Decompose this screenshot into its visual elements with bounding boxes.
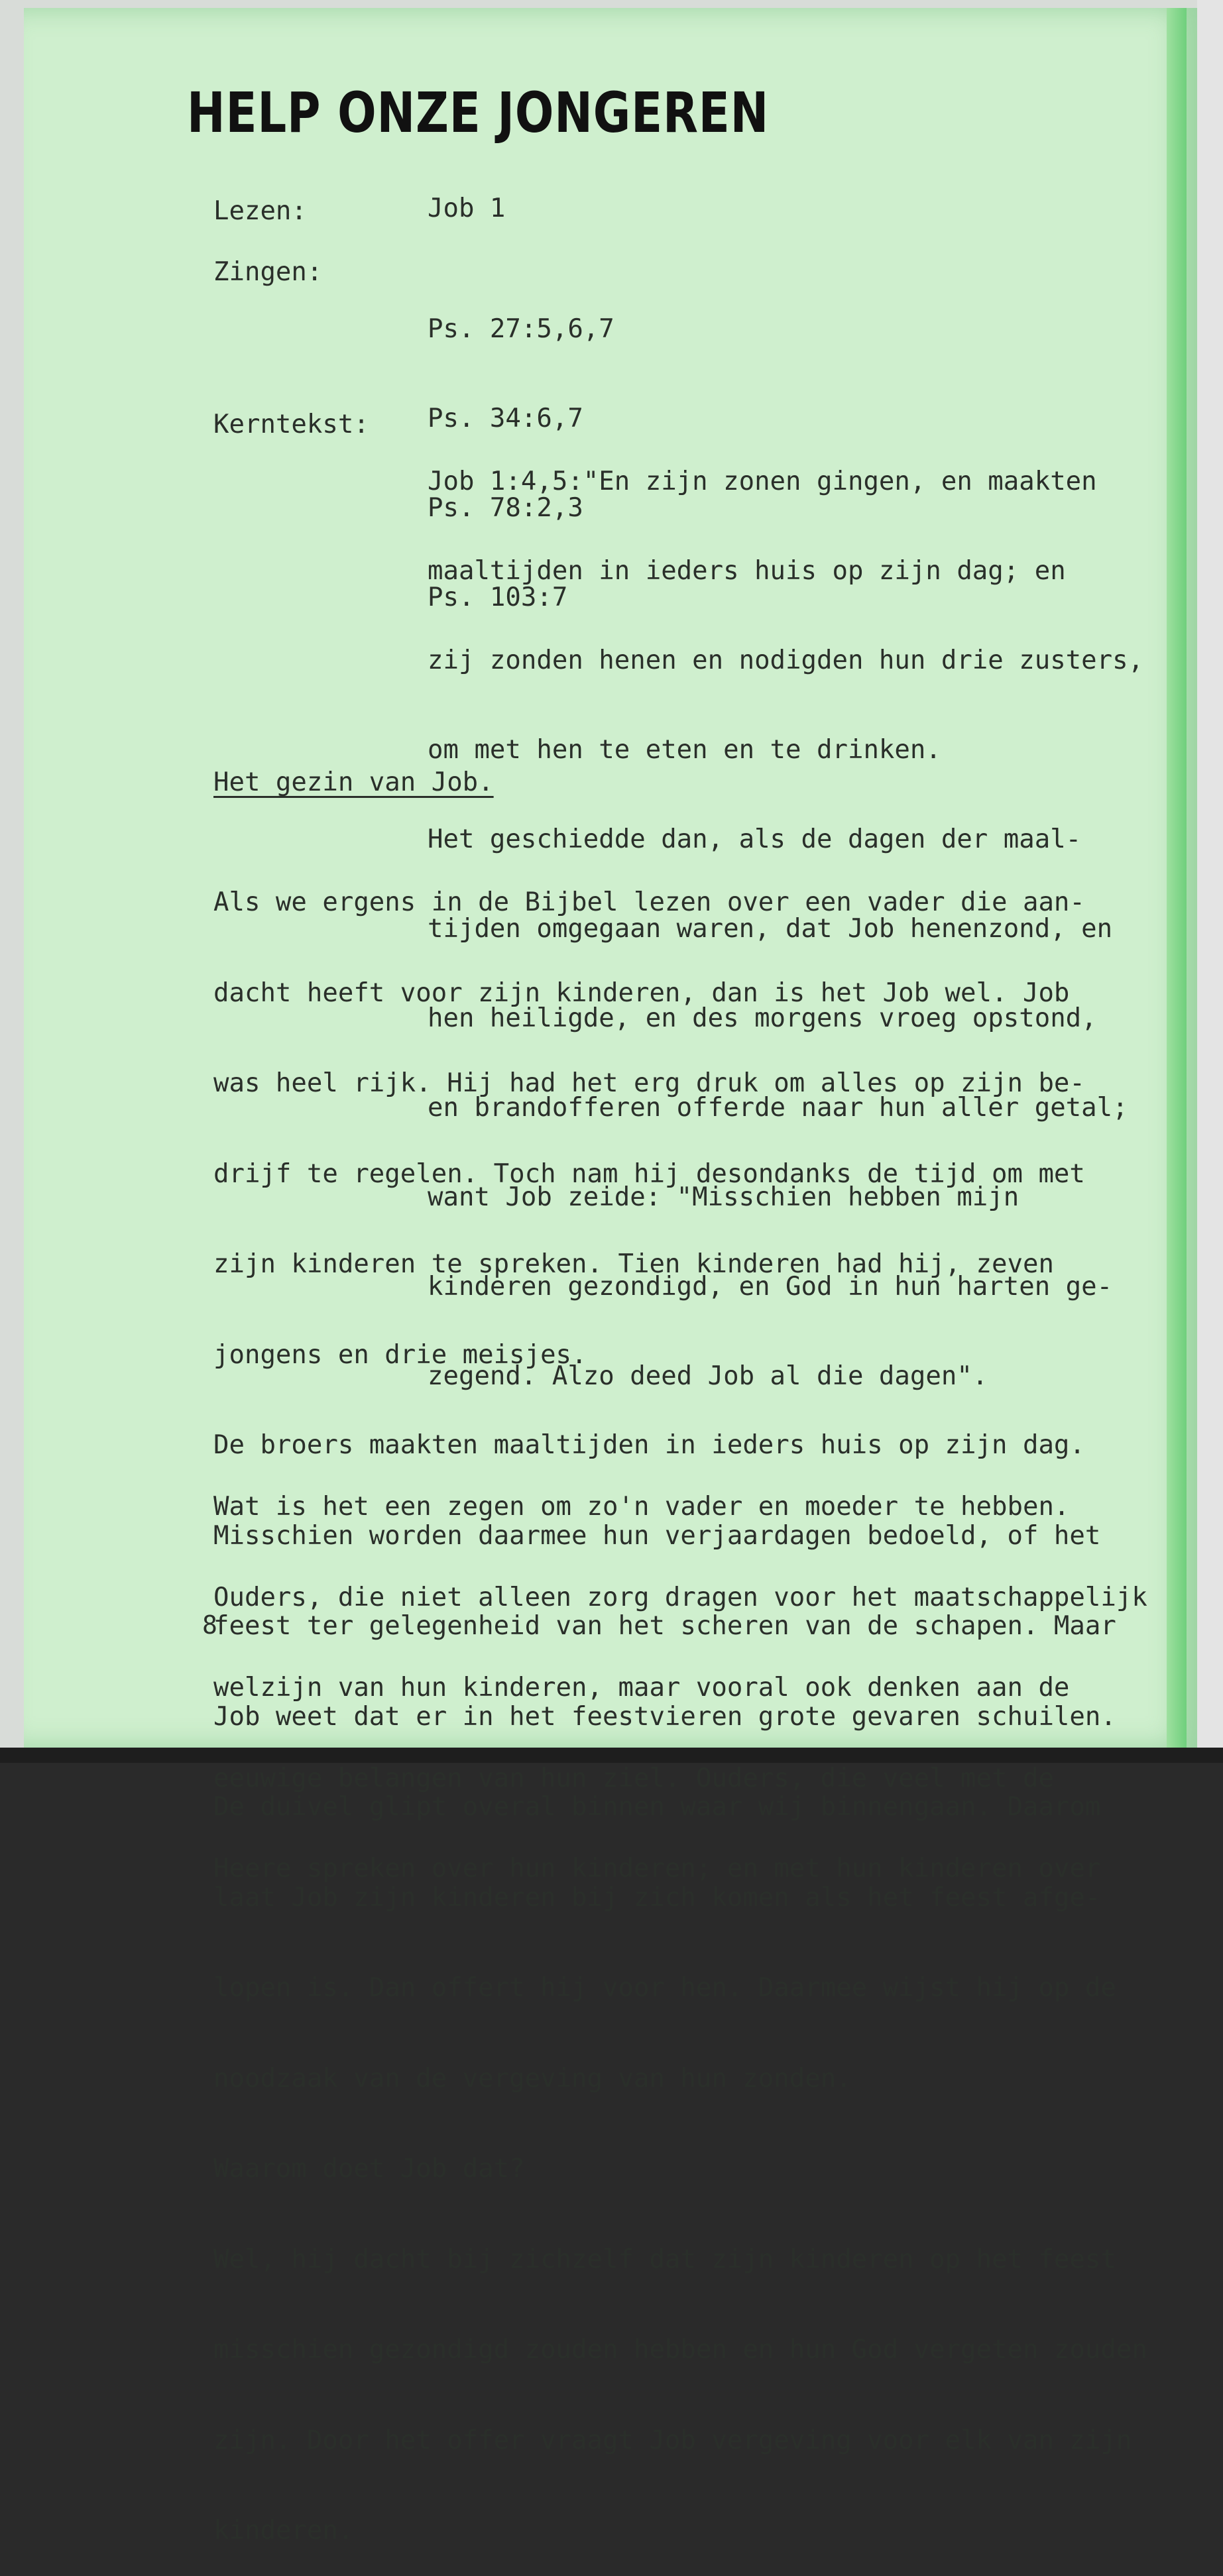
- text-line: eeuwige belangen van hun ziel. Ouders, die veel met de: [213, 1763, 1054, 1793]
- text-line: hen heiligde, en des morgens vroeg opstond,: [428, 1003, 1097, 1033]
- text-line: drijf te regelen. Toch nam hij desondanks de tijd om met: [213, 1158, 1085, 1189]
- text-line: dacht heeft voor zijn kinderen, dan is het Job wel. Job: [213, 978, 1070, 1008]
- text-line: zijn kinderen te spreken. Tien kinderen had hij, zeven: [213, 1249, 1054, 1279]
- text-line: noodzaak van de vergeving van hun zonden.: [213, 2063, 852, 2094]
- text-line: Ouders, die niet alleen zorg dragen voor het maatschappelijk: [213, 1582, 1147, 1612]
- scan-top-margin: [0, 0, 1223, 8]
- psalm-line: Ps. 103:7: [428, 583, 568, 612]
- text-line: jongens en drie meisjes.: [213, 1339, 587, 1370]
- page-edge: [1167, 8, 1187, 1748]
- text-line: welzijn van hun kinderen, maar vooral ook denken aan de: [213, 1673, 1070, 1703]
- lezen-label: Lezen:: [213, 196, 307, 226]
- text-line: De duivel glipt overal binnen waar wij binnengaan. Daarom: [213, 1792, 1101, 1822]
- page-number: 8: [202, 1610, 217, 1640]
- zingen-label: Zingen:: [213, 257, 323, 287]
- text-line: kinderen.: [213, 2516, 354, 2546]
- text-line: zijn. Door het offer vraagt Job vergeving voor elk van zijn: [213, 2425, 1132, 2455]
- text-line: want Job zeide: "Misschien hebben mijn: [428, 1182, 1019, 1212]
- text-line: Als we ergens in de Bijbel lezen over een vader die aan-: [213, 887, 1085, 917]
- text-line: Waarom doet Job dat?: [213, 2154, 525, 2184]
- scan-left-margin: [0, 0, 24, 1763]
- text-line: Heere spreken over hun kinderen; en met hun kinderen over: [213, 1854, 1101, 1883]
- text-line: De broers maakten maaltijden in ieders huis op zijn dag.: [213, 1430, 1085, 1460]
- section-heading: Het gezin van Job.: [213, 767, 494, 797]
- psalm-line: Ps. 34:6,7: [428, 404, 583, 433]
- text-line: tijden omgegaan waren, dat Job henenzond, en: [428, 914, 1113, 944]
- text-line: Het geschiedde dan, als de dagen der maal-: [428, 824, 1082, 854]
- text-line: Wat is het een zegen om zo'n vader en moeder te hebben.: [213, 1492, 1070, 1522]
- lezen-value: Job 1: [428, 194, 506, 223]
- text-line: en brandofferen offerde naar hun aller getal;: [428, 1093, 1128, 1123]
- text-line: Wel, hij dacht bij zichzelf dat zijn kinderen op het feest: [213, 2244, 1116, 2274]
- text-line: zegend. Alzo deed Job al die dagen".: [428, 1361, 988, 1391]
- text-line: kinderen gezondigd, en God in hun harten ge-: [428, 1272, 1113, 1302]
- psalm-line: Ps. 78:2,3: [428, 493, 583, 523]
- text-line: lopen is. Dan offert hij voor hen. Daarmee wijst hij op de: [213, 1973, 1116, 2003]
- paragraph-2: [213, 1431, 1147, 1914]
- kerntekst-label: Kerntekst:: [213, 410, 369, 439]
- text-line: om met hen te eten en te drinken.: [428, 735, 941, 765]
- text-line: zij zonden henen en nodigden hun drie zusters,: [428, 645, 1144, 675]
- text-line: was heel rijk. Hij had het erg druk om alles op zijn be-: [213, 1068, 1085, 1098]
- psalm-line: Ps. 27:5,6,7: [428, 314, 614, 344]
- text-line: Job weet dat er in het feestvieren grote gevaren schuilen.: [213, 1701, 1116, 1732]
- text-line: maaltijden in ieders huis op zijn dag; en: [428, 556, 1066, 586]
- text-line: laat Job zijn kinderen bij zich komen als het feest afge-: [213, 1882, 1101, 1913]
- text-line: feest ter gelegenheid van het scheren van de schapen. Maar: [213, 1611, 1116, 1641]
- text-line: Job 1:4,5:"En zijn zonen gingen, en maakten: [428, 467, 1097, 496]
- scan-right-margin: [1197, 0, 1223, 1748]
- page-title: HELP ONZE JONGEREN: [187, 80, 770, 145]
- text-line: Misschien worden daarmee hun verjaardagen bedoeld, of het: [213, 1520, 1101, 1551]
- text-line: misschien gezondigd zouden hebben en hun God vergeten zouden: [213, 2335, 1147, 2365]
